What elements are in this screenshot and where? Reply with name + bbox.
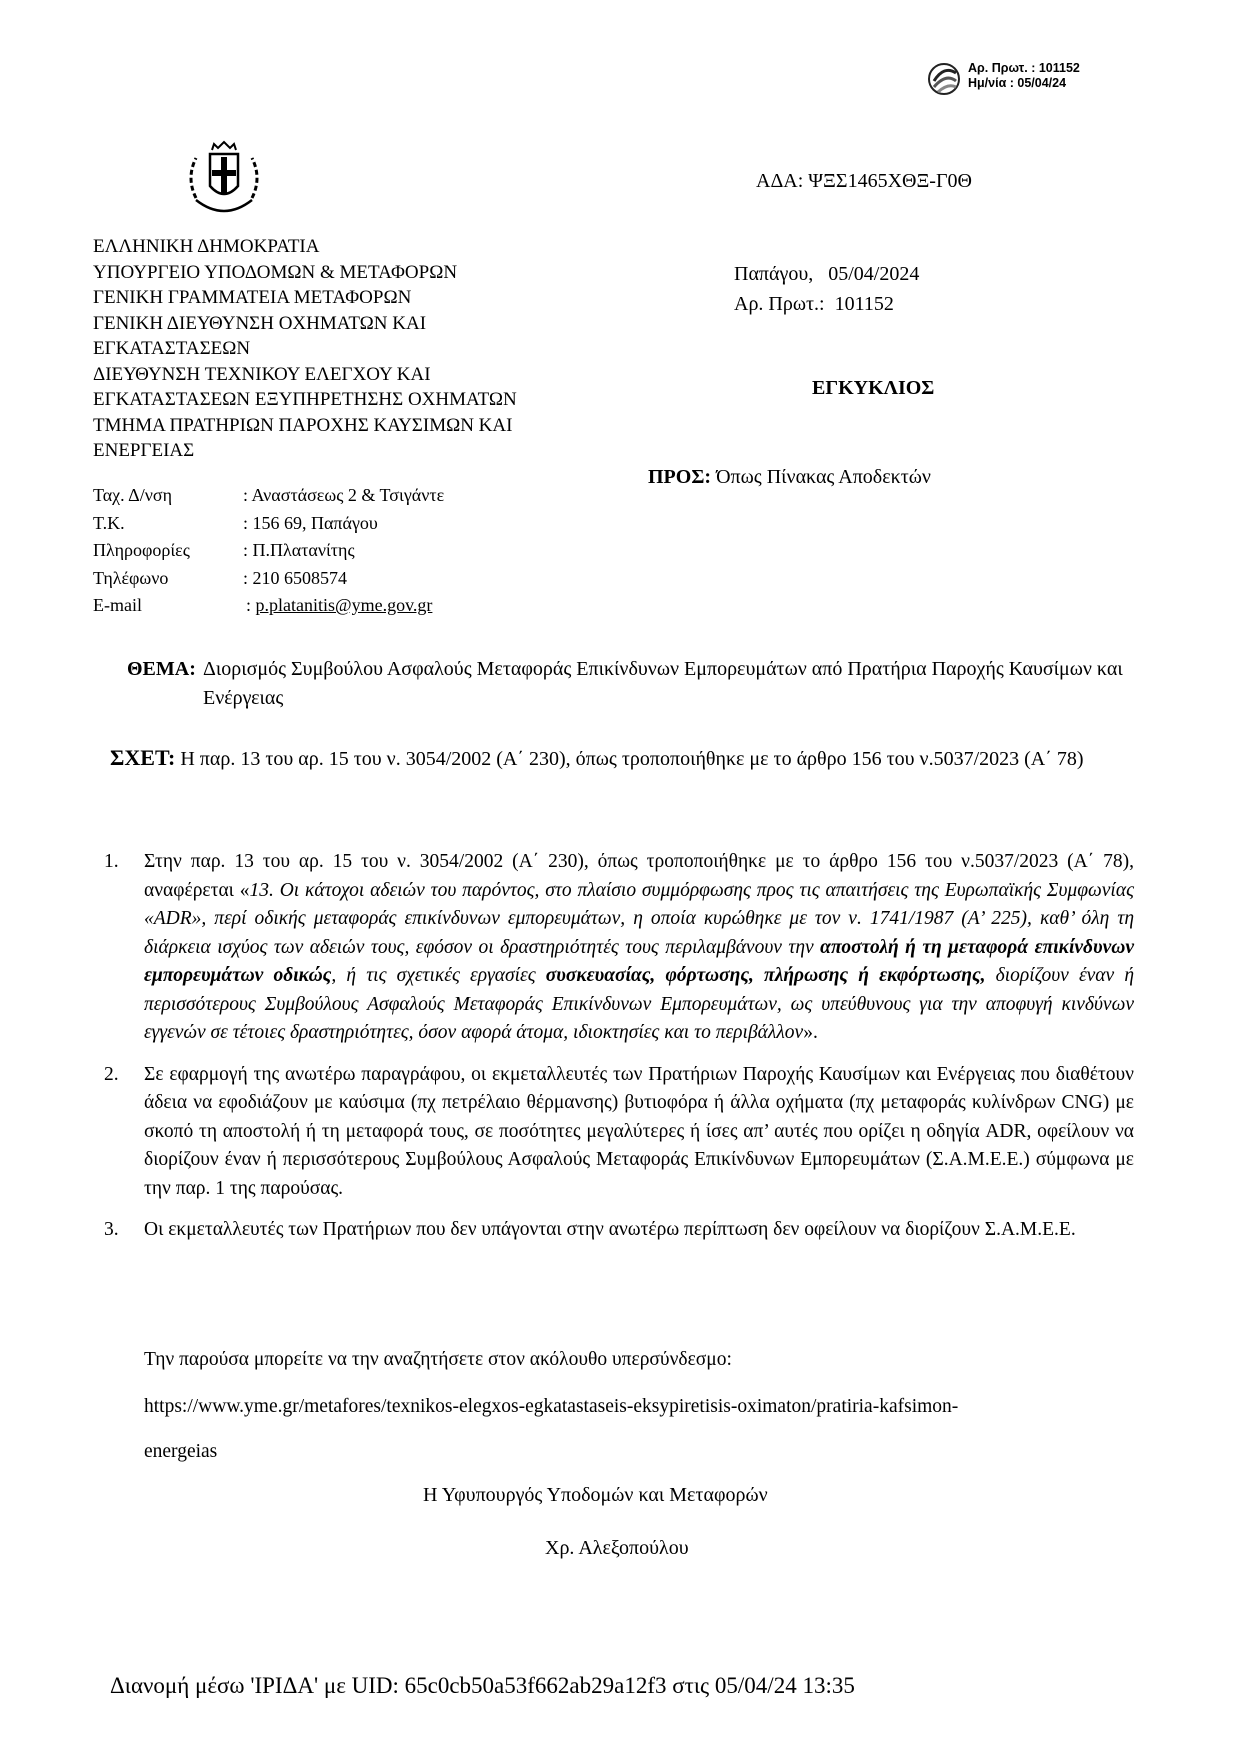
org-line: ΥΠΟΥΡΓΕΙΟ ΥΠΟΔΟΜΩΝ & ΜΕΤΑΦΟΡΩΝ (93, 261, 458, 283)
search-note: Την παρούσα μπορείτε να την αναζητήσετε στον ακόλουθο υπερσύνδεσμο: (144, 1349, 732, 1370)
recipients-label: ΠΡΟΣ: (648, 466, 712, 488)
document-date: Παπάγου, 05/04/2024 (734, 263, 920, 285)
list-item (104, 1061, 1134, 1204)
contact-value: : 210 6508574 (243, 567, 348, 588)
org-line: ΓΕΝΙΚΗ ΓΡΑΜΜΑΤΕΙΑ ΜΕΤΑΦΟΡΩΝ (93, 287, 412, 308)
item-number: 1. (104, 851, 119, 872)
org-line: ΕΝΕΡΓΕΙΑΣ (93, 440, 195, 461)
org-line: ΔΙΕΥΘΥΝΣΗ ΤΕΧΝΙΚΟΥ ΕΛΕΓΧΟΥ ΚΑΙ (93, 363, 431, 385)
document-link[interactable]: https://www.yme.gr/metafores/texnikos-elegxos-egkatastaseis-eksypiretisis-oximaton/pratiria-kafsimon- (144, 1396, 959, 1417)
quote-bold-text: αποστολή ή τη μεταφορά επικίνδυνων εμπορευμάτων οδικώς (144, 936, 1135, 986)
contact-label: Τηλέφωνο (93, 567, 169, 588)
org-line: ΤΜΗΜΑ ΠΡΑΤΗΡΙΩΝ ΠΑΡΟΧΗΣ ΚΑΥΣΙΜΩΝ ΚΑΙ (93, 414, 513, 436)
contact-value: : Αναστάσεως 2 & Τσιγάντε (243, 485, 445, 505)
stamp-protocol-number: Αρ. Πρωτ. : 101152 (968, 61, 1080, 75)
organization-header (93, 234, 517, 464)
contact-row-postcode (93, 510, 444, 538)
contact-row-address (93, 482, 444, 510)
email-prefix: : (246, 595, 256, 615)
reference-text: Η παρ. 13 του αρ. 15 του ν. 3054/2002 (Α΄ 230), όπως τροποποιήθηκε με το άρθρο 156 του ν.5037/2023 (Α΄ 78) (175, 748, 1084, 770)
reference-label: ΣΧΕΤ: (110, 745, 176, 770)
quote-text: διορίζουν έναν ή περισσότερους Συμβούλους Ασφαλούς Μεταφοράς Επικίνδυνων Εμπορευμάτων, ως υπεύθυνους για την αποφυγή κινδύνων εγγενών σε τέτοιες δραστηριότητες, όσον αφορά άτομα, ιδιοκτησίες και το περιβάλλον (144, 965, 1135, 1043)
protocol-number: Αρ. Πρωτ.: 101152 (734, 293, 894, 315)
quote-text: , ή τις σχετικές εργασίες (331, 965, 546, 986)
org-line: ΕΛΛΗΝΙΚΗ ΔΗΜΟΚΡΑΤΙΑ (93, 236, 320, 257)
item-text: Σε εφαρμογή της ανωτέρω παραγράφου, οι εκμεταλλευτές των Πρατήριων Παροχής Καυσίμων και Ενέργειας που διαθέτουν άδεια να εφοδιάζουν με καύσιμα (πχ πετρέλαιο θέρμανσης) βυτιοφόρα ή άλλα οχήματα (πχ μεταφοράς κυλίνδρων CNG) με σκοπό τη αποστολή ή τη μεταφορά τους, σε ποσότητες μεγαλύτερες ή ίσες απ’ αυτές που ορίζει η οδηγία ADR, οφείλουν να διορίζουν έναν ή περισσότερους Συμβούλους Ασφαλούς Μεταφοράς Επικίνδυνων Εμπορευμάτων (Σ.Α.Μ.Ε.Ε.) σύμφωνα με την παρ. 1 της παρούσας. (144, 1063, 1134, 1199)
contact-label: Πληροφορίες (93, 540, 190, 560)
quote-bold-text: συσκευασίας, φόρτωσης, πλήρωσης ή εκφόρτωσης, (545, 965, 986, 986)
ada-code: ΑΔΑ: ΨΞΣ1465ΧΘΞ-Γ0Θ (756, 170, 972, 192)
contact-row-info (93, 537, 444, 565)
item-text: Οι εκμεταλλευτές των Πρατήριων που δεν υπάγονται στην ανωτέρω περίπτωση δεν οφείλουν να διορίζουν Σ.Α.Μ.Ε.Ε. (144, 1219, 1076, 1240)
recipients (648, 466, 931, 489)
subject-label: ΘΕΜΑ: (127, 658, 196, 680)
item-intro: Στην παρ. 13 του αρ. 15 του ν. 3054/2002 (Α΄ 230), όπως τροποποιήθηκε με το άρθρο 156 του ν.5037/2023 (Α΄ 78), αναφέρεται « (144, 851, 1134, 901)
contact-value: : 156 69, Παπάγου (243, 512, 378, 533)
org-line: ΕΓΚΑΤΑΣΤΑΣΕΩΝ (93, 338, 251, 359)
org-line: ΕΓΚΑΤΑΣΤΑΣΕΩΝ ΕΞΥΠΗΡΕΤΗΣΗΣ ΟΧΗΜΑΤΩΝ (93, 389, 517, 410)
signature-title: Η Υφυπουργός Υποδομών και Μεταφορών (423, 1484, 768, 1506)
subject-text: Διορισμός Συμβούλου Ασφαλούς Μεταφοράς Επικίνδυνων Εμπορευμάτων από Πρατήρια Παροχής Καυσίμων και Ενέργειας (203, 658, 1123, 709)
distribution-footer: Διανομή μέσω 'ΙΡΙΔΑ' με UID: 65c0cb50a53f662ab29a12f3 στις 05/04/24 13:35 (110, 1673, 855, 1698)
list-item (104, 848, 1134, 1048)
numbered-paragraphs (104, 848, 1134, 1258)
contact-value (243, 592, 432, 620)
contact-details (93, 482, 444, 620)
item-outro: ». (803, 1022, 818, 1043)
signature-name: Χρ. Αλεξοπούλου (545, 1537, 689, 1559)
list-item (104, 1216, 1134, 1245)
document-type: ΕΓΚΥΚΛΙΟΣ (812, 377, 935, 399)
iris-logo-icon (926, 59, 962, 99)
item-text (144, 848, 1134, 1048)
contact-label: Ταχ. Δ/νση (93, 485, 173, 505)
email-link[interactable]: p.platanitis@yme.gov.gr (255, 595, 433, 615)
subject (127, 655, 1137, 713)
contact-value: : Π.Πλατανίτης (243, 540, 355, 560)
item-number: 3. (104, 1219, 119, 1240)
contact-label: Τ.Κ. (93, 512, 125, 533)
greek-coat-of-arms-icon (182, 138, 266, 222)
contact-label: E-mail (93, 595, 142, 615)
document-link-continued[interactable]: energeias (144, 1441, 218, 1462)
quote-text: 13. Οι κάτοχοι αδειών του παρόντος, στο πλαίσιο συμμόρφωσης προς τις απαιτήσεις της Ευρωπαϊκής Συμφωνίας «ADR», περί οδικής μεταφοράς επικίνδυνων εμπορευμάτων, η οποία κυρώθηκε με τον ν. 1741/1987 (Α’ 225), καθ’ όλη τη διάρκεια ισχύος των αδειών τους, εφόσον οι δραστηριότητές τους περιλαμβάνουν την (144, 879, 1134, 958)
reference (110, 742, 1120, 775)
contact-row-email (93, 592, 444, 620)
recipients-value: Όπως Πίνακας Αποδεκτών (711, 466, 931, 488)
protocol-stamp (926, 55, 1126, 105)
date-protocol-block (734, 259, 919, 319)
contact-row-phone (93, 565, 444, 593)
item-number: 2. (104, 1063, 119, 1085)
org-line: ΓΕΝΙΚΗ ΔΙΕΥΘΥΝΣΗ ΟΧΗΜΑΤΩΝ ΚΑΙ (93, 312, 427, 334)
stamp-date: Ημ/νία : 05/04/24 (968, 76, 1067, 90)
